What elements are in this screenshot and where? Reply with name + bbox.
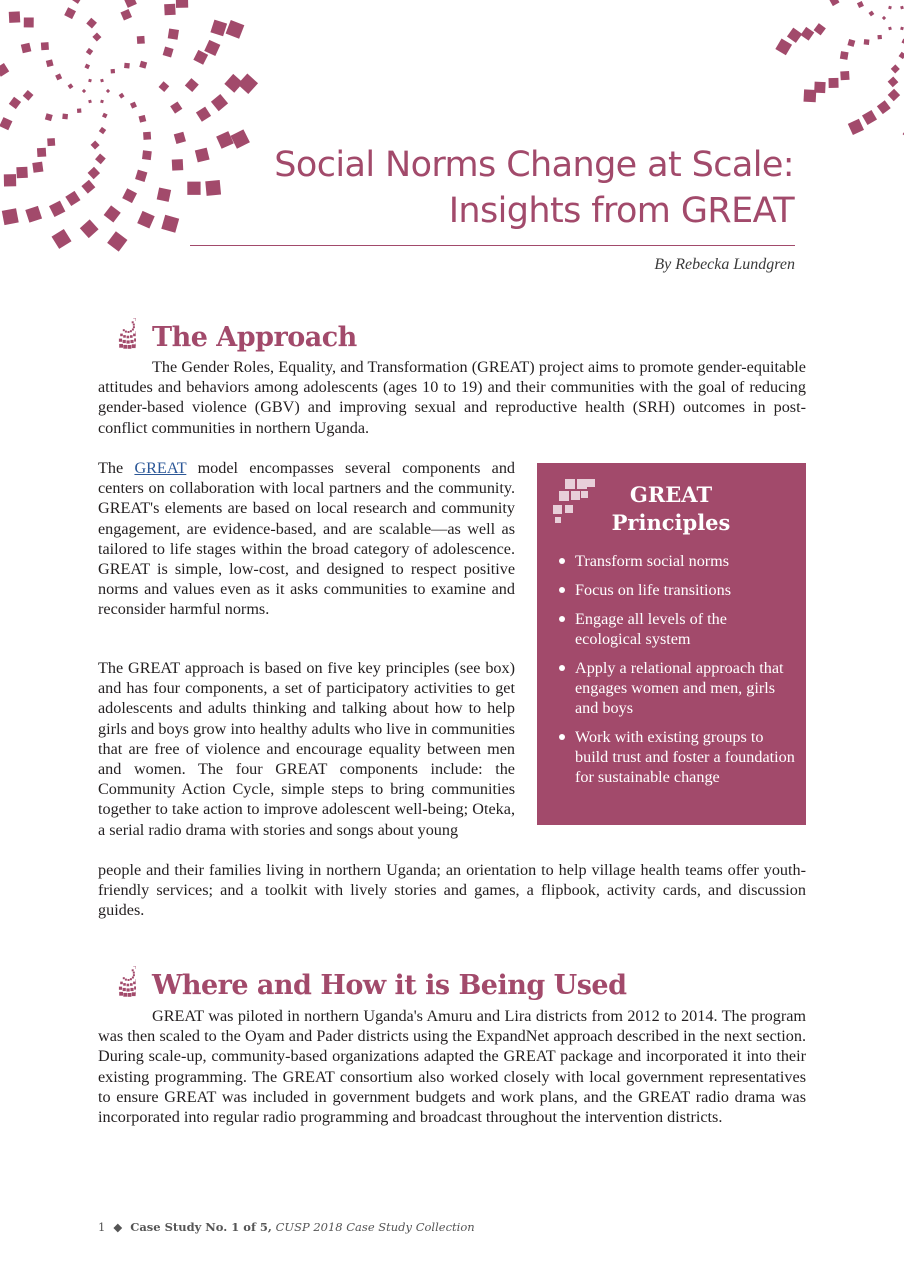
collection-label: CUSP 2018 Case Study Collection xyxy=(275,1220,475,1234)
swirl-decoration-icon xyxy=(704,0,904,140)
where-paragraph: GREAT was piloted in northern Uganda's Amuru and Lira districts from 2012 to 2014. The program was then scaled to the Oyam and Pader districts using the ExpandNet approach described in the next section. During scale-up, community-based organizations adapted the GREAT package and incorporated it into their existing programming. The GREAT consortium also worked closely with local government representatives to ensure GREAT was included in government budgets and work plans, and the GREAT radio drama was incorporated into regular radio programming and broadcast throughout the intervention districts. xyxy=(98,1007,806,1127)
title-line-1: Social Norms Change at Scale: xyxy=(274,145,794,185)
principle-item: Apply a relational approach that engages women and men, girls and boys xyxy=(557,658,797,718)
principles-title-line-1: GREAT xyxy=(629,482,713,507)
principle-item: Focus on life transitions xyxy=(557,580,797,600)
principles-title-line-2: Principles xyxy=(611,510,731,535)
principle-item: Transform social norms xyxy=(557,551,797,571)
section-heading-approach xyxy=(98,318,357,356)
author-byline: By Rebecka Lundgren xyxy=(654,256,795,273)
approach-components-paragraph: The GREAT approach is based on five key principles (see box) and has four components, a set of participatory activities to get adolescents and adults thinking and talking about how to help girls and boys grow into healthy adults who live in communities that are free of violence and encourage equality between men and women. The four GREAT components include: the Community Action Cycle, simple steps to bring communities together to take action to improve adolescent well-being; Oteka, a serial radio drama with stories and songs about young xyxy=(98,659,515,839)
great-link[interactable]: GREAT xyxy=(134,459,187,477)
box-squares-icon xyxy=(551,477,599,523)
approach-heading: The Approach xyxy=(152,321,357,353)
model-text-after: model encompasses several components and centers on collaboration with local partners and the community. GREAT's elements are based on local research and community engagement, are evidence-based, and are scalable—as well as tailored to life stages within the broad category of adolescence. GREAT is simple, low-cost, and designed to respect positive norms and values even as it asks communities to examine and reconsider harmful norms. xyxy=(98,459,516,619)
model-text-before: The xyxy=(98,459,135,477)
approach-intro-paragraph: The Gender Roles, Equality, and Transformation (GREAT) project aims to promote gender-equitable attitudes and behaviors among adolescents (ages 10 to 19) and their communities with the goal of reducing gender-based violence (GBV) and improving sexual and reproductive health (SRH) outcomes in post-conflict communities in northern Uganda. xyxy=(98,358,806,437)
title-divider xyxy=(190,245,795,246)
footer-diamond-icon: ◆ xyxy=(113,1220,123,1234)
page-title xyxy=(234,142,794,234)
approach-model-paragraph xyxy=(98,458,515,620)
principles-box-title xyxy=(603,481,739,537)
section-heading-where xyxy=(98,966,626,1004)
page-number: 1 xyxy=(98,1220,106,1234)
section-swirl-icon xyxy=(98,966,136,1004)
where-heading: Where and How it is Being Used xyxy=(152,969,627,1001)
principle-item: Engage all levels of the ecological system xyxy=(557,609,797,649)
section-swirl-icon xyxy=(98,318,136,356)
case-study-label: Case Study No. 1 of 5, xyxy=(130,1220,272,1234)
principle-item: Work with existing groups to build trust and foster a foundation for sustainable change xyxy=(557,727,797,787)
title-line-2: Insights from GREAT xyxy=(448,191,794,231)
principles-list xyxy=(557,551,797,796)
great-principles-box xyxy=(537,463,806,825)
page-footer xyxy=(98,1220,475,1234)
approach-components-continued: people and their families living in northern Uganda; an orientation to help village health teams offer youth-friendly services; and a toolkit with lively stories and games, a flipbook, activity cards, and discussion guides. xyxy=(98,861,806,920)
